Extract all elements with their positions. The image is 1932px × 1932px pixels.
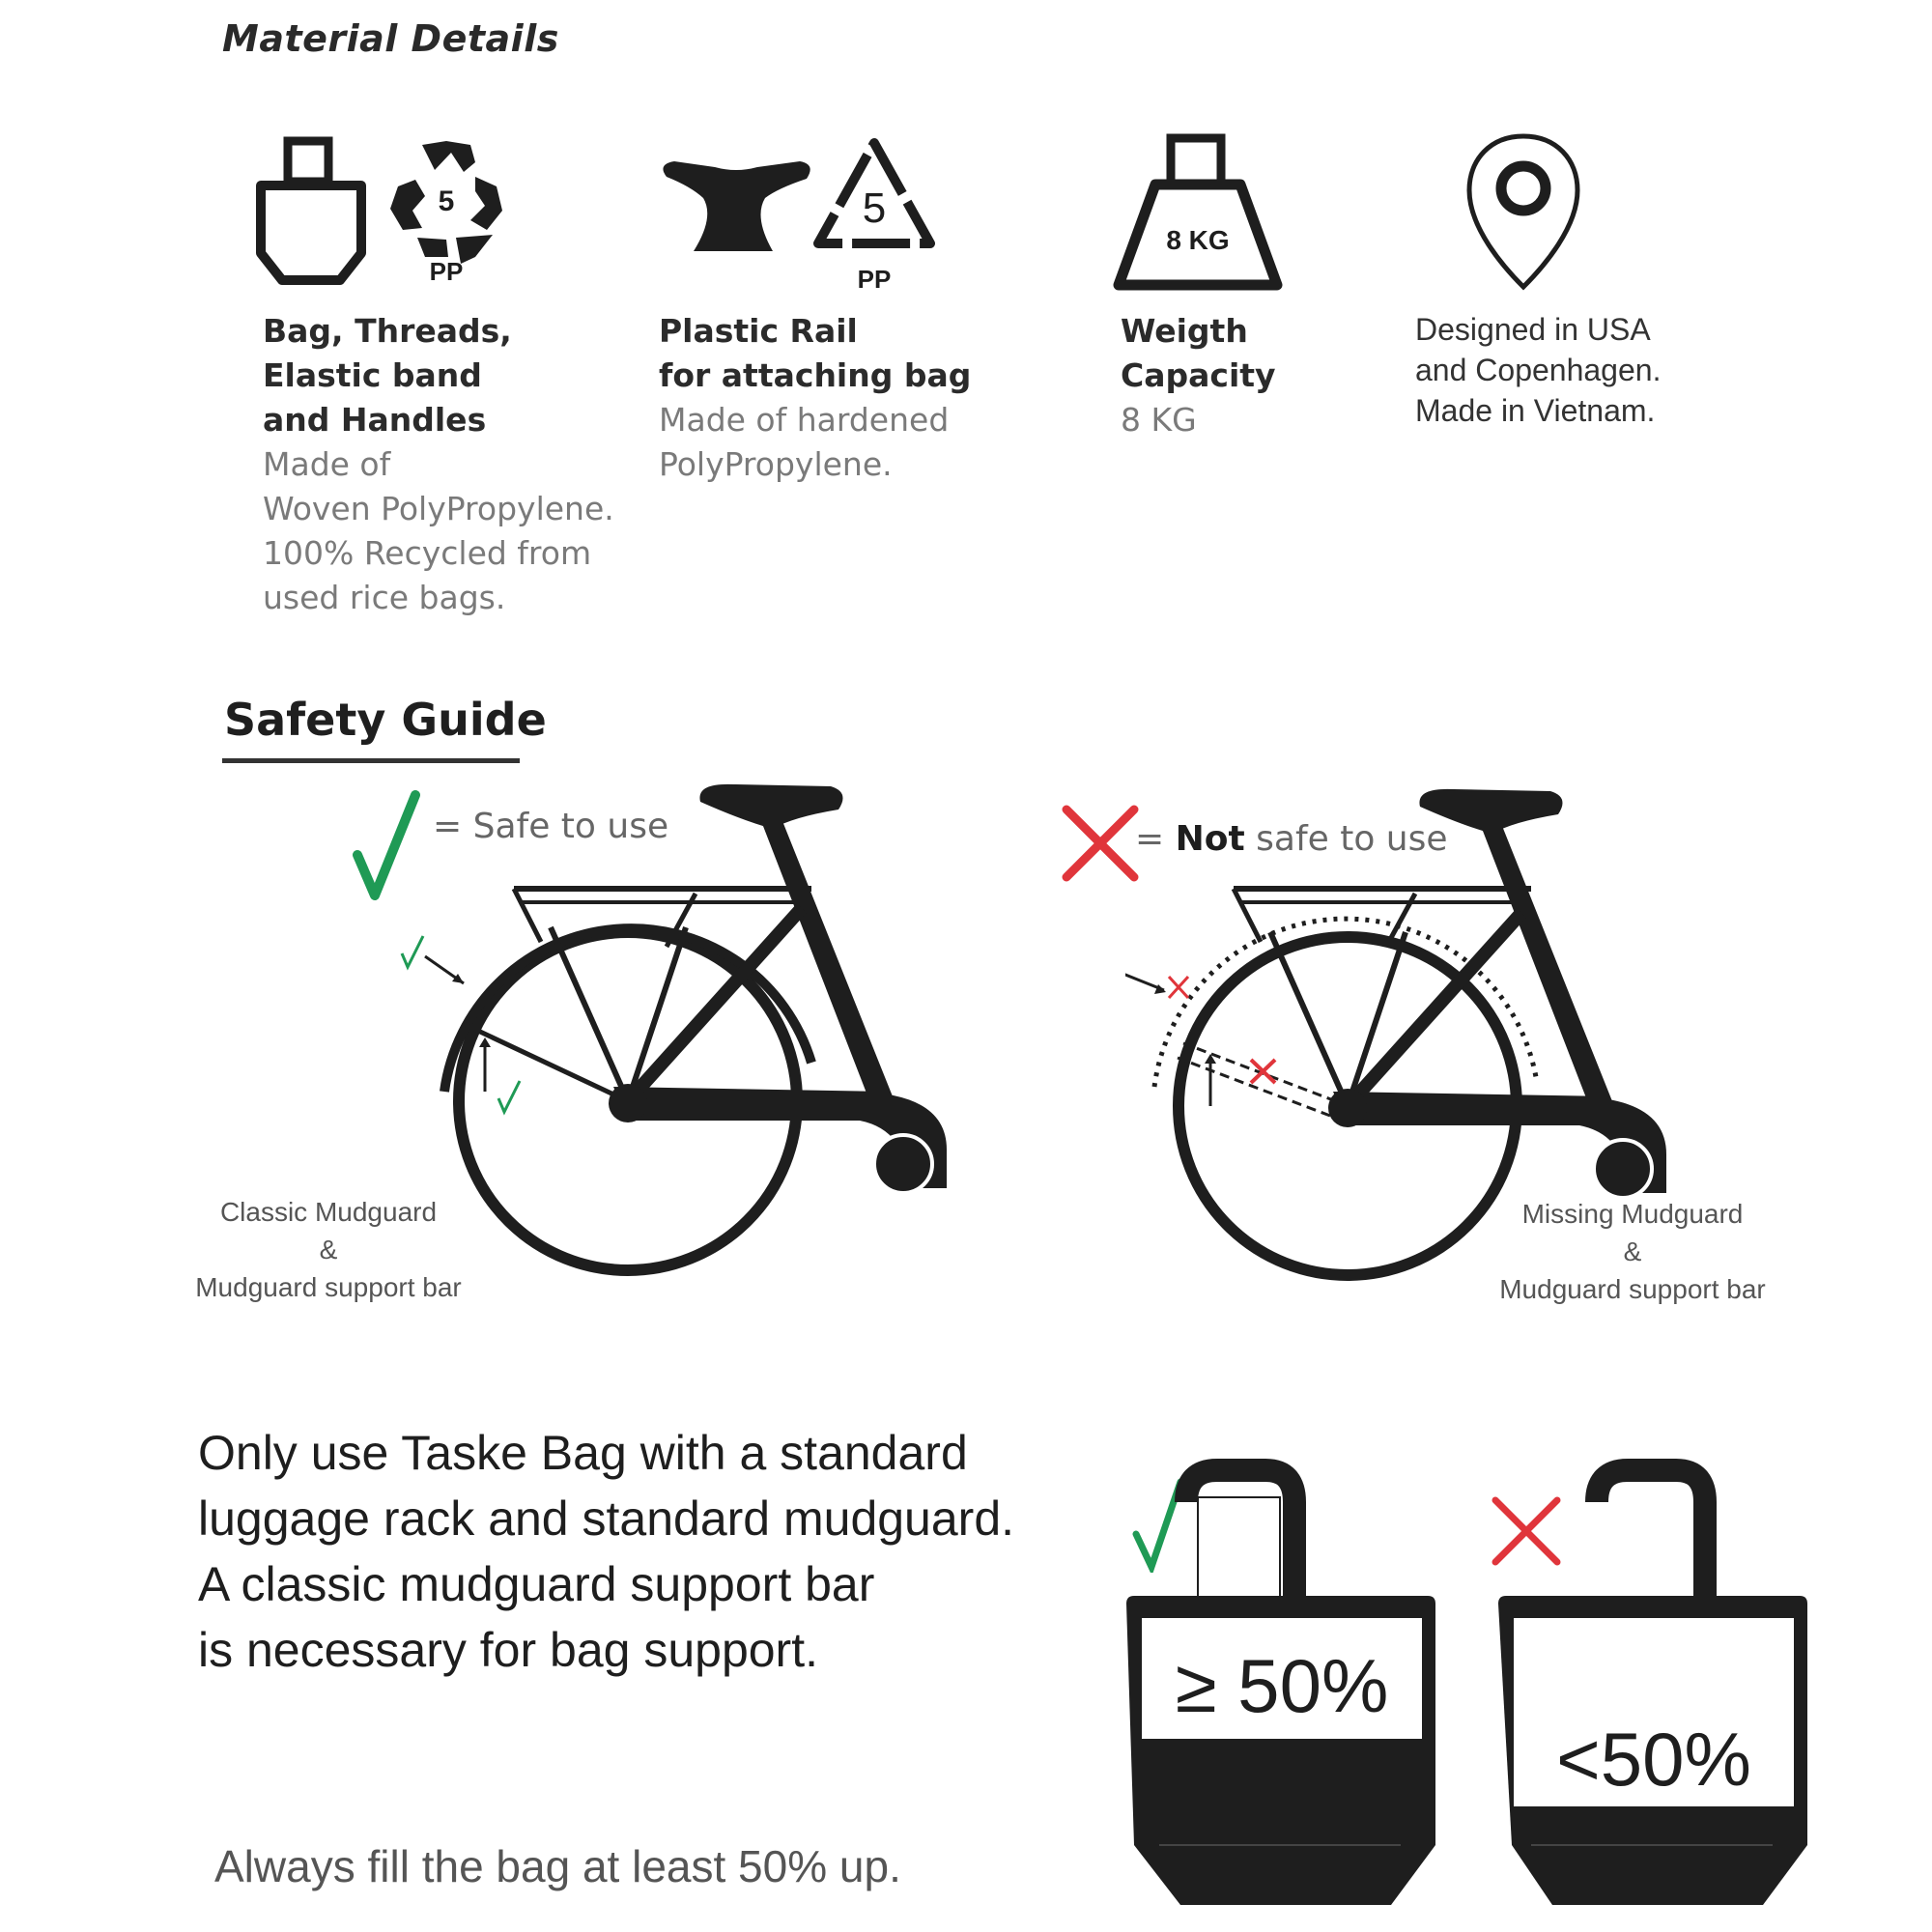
unsafe-caption: Missing Mudguard & Mudguard support bar: [1499, 1199, 1766, 1304]
material-desc-line: Made of hardened: [659, 401, 950, 439]
material-title-line: Weigth: [1121, 312, 1248, 350]
material-item-origin: [1415, 309, 1802, 431]
small-green-check-icon: [398, 932, 427, 971]
bag-filled-over-50-icon: [1121, 1459, 1449, 1922]
recycle-pp-icon: [379, 133, 514, 288]
safe-caption: Classic Mudguard & Mudguard support bar: [195, 1197, 462, 1302]
material-title-line: Elastic band: [263, 356, 482, 394]
small-green-check-icon: [495, 1077, 524, 1116]
origin-line: Designed in USA: [1415, 312, 1651, 347]
material-desc-line: used rice bags.: [263, 579, 506, 616]
recycle-triangle-pp-icon: [807, 135, 942, 295]
weight-icon: [1111, 130, 1285, 295]
material-desc-line: 100% Recycled from: [263, 534, 592, 572]
material-details-heading: Material Details: [222, 17, 559, 60]
material-item-weight: [1121, 309, 1410, 442]
unsafe-legend: = Not safe to use: [1135, 819, 1448, 859]
material-title-line: Bag, Threads,: [263, 312, 512, 350]
instruction-line: is necessary for bag support.: [198, 1623, 818, 1677]
svg-text:8 KG: 8 KG: [1166, 225, 1230, 255]
svg-text:≥ 50%: ≥ 50%: [1175, 1643, 1389, 1728]
material-desc-line: Made of: [263, 445, 391, 483]
material-title-line: Capacity: [1121, 356, 1276, 394]
material-title-line: for attaching bag: [659, 356, 972, 394]
material-desc-line: PolyPropylene.: [659, 445, 893, 483]
bag-icon: [253, 135, 369, 290]
material-desc-line: Woven PolyPropylene.: [263, 490, 614, 527]
material-item-rail: [659, 309, 1026, 487]
svg-text:PP: PP: [429, 257, 464, 286]
origin-line: and Copenhagen.: [1415, 353, 1662, 387]
safety-guide-heading: Safety Guide: [224, 694, 547, 746]
safe-legend: = Safe to use: [433, 807, 669, 846]
instruction-line: A classic mudguard support bar: [198, 1557, 875, 1611]
origin-line: Made in Vietnam.: [1415, 393, 1656, 428]
location-pin-icon: [1463, 130, 1584, 295]
svg-text:5: 5: [862, 185, 887, 232]
safe-legend-text: Safe to use: [472, 807, 669, 846]
usage-instructions: [198, 1420, 1125, 1683]
fill-note: Always fill the bag at least 50% up.: [214, 1841, 901, 1891]
svg-text:5: 5: [438, 185, 455, 217]
bag-filled-under-50-icon: [1492, 1459, 1821, 1922]
material-title-line: Plastic Rail: [659, 312, 858, 350]
plastic-rail-icon: [657, 159, 816, 266]
instruction-line: luggage rack and standard mudguard.: [198, 1492, 1015, 1546]
material-desc-line: 8 KG: [1121, 401, 1197, 439]
svg-text:<50%: <50%: [1556, 1717, 1751, 1802]
instruction-line: Only use Taske Bag with a standard: [198, 1426, 968, 1480]
svg-text:PP: PP: [857, 265, 892, 294]
heading-underline: [222, 758, 520, 763]
material-title-line: and Handles: [263, 401, 487, 439]
material-item-bag: [263, 309, 649, 620]
